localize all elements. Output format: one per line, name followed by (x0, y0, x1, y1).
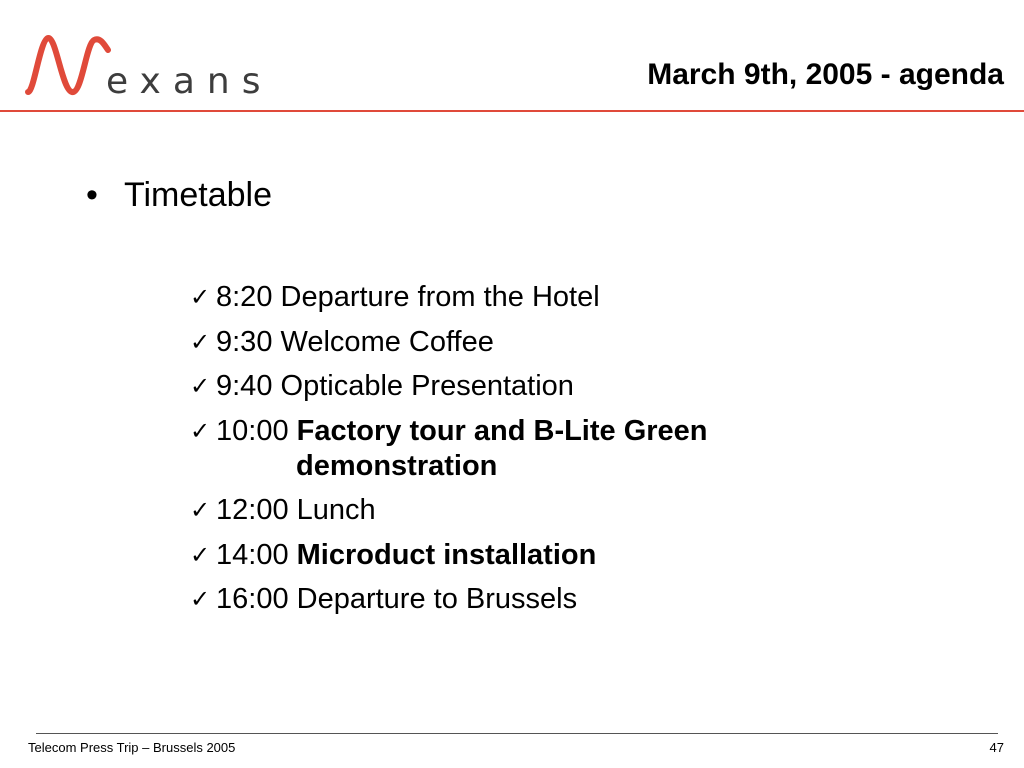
checkmark-icon: ✓ (190, 283, 211, 311)
item-time: 14:00 (216, 538, 289, 571)
checkmark-icon: ✓ (190, 540, 211, 569)
item-description: Opticable Presentation (280, 370, 574, 402)
checkmark-icon: ✓ (190, 585, 211, 613)
bullet-glyph: • (86, 176, 98, 214)
checkmark-icon: ✓ (190, 372, 211, 400)
item-time: 16:00 (216, 583, 289, 615)
item-text (216, 494, 376, 526)
checkmark-icon: ✓ (190, 496, 211, 524)
nexans-wave-icon (22, 30, 112, 102)
item-continuation: demonstration (296, 449, 498, 482)
item-description: Welcome Coffee (280, 325, 494, 358)
item-time: 10:00 (216, 414, 289, 447)
list-item (190, 493, 890, 528)
item-text (216, 370, 574, 402)
footer-divider (36, 733, 998, 734)
item-text (216, 281, 600, 313)
item-description: Microduct installation (296, 538, 597, 571)
item-description: Lunch (296, 494, 376, 526)
item-description: Departure from the Hotel (280, 281, 600, 313)
list-item (190, 538, 890, 573)
footer-caption: Telecom Press Trip – Brussels 2005 (28, 740, 236, 755)
item-text (216, 326, 494, 358)
page-number: 47 (989, 740, 1004, 755)
header-divider (0, 110, 1024, 112)
item-text (216, 583, 577, 615)
nexans-logo (22, 30, 273, 102)
item-time: 9:30 (216, 325, 273, 358)
timetable-list (190, 280, 890, 627)
list-item (190, 414, 890, 484)
list-item (190, 325, 890, 360)
item-time: 12:00 (216, 494, 289, 526)
logo-wordmark: exans (106, 61, 273, 102)
item-time: 8:20 (216, 281, 273, 313)
page-title: March 9th, 2005 - agenda (647, 58, 1004, 91)
heading-text: Timetable (124, 176, 273, 214)
item-description: Departure to Brussels (296, 583, 578, 615)
item-text (216, 415, 708, 447)
item-text (216, 539, 596, 571)
item-time: 9:40 (216, 370, 273, 402)
section-heading (86, 176, 272, 215)
list-item (190, 280, 890, 315)
item-description: Factory tour and B-Lite Green (296, 414, 708, 447)
list-item (190, 369, 890, 404)
checkmark-icon: ✓ (190, 327, 211, 356)
list-item (190, 582, 890, 617)
checkmark-icon: ✓ (190, 416, 211, 445)
